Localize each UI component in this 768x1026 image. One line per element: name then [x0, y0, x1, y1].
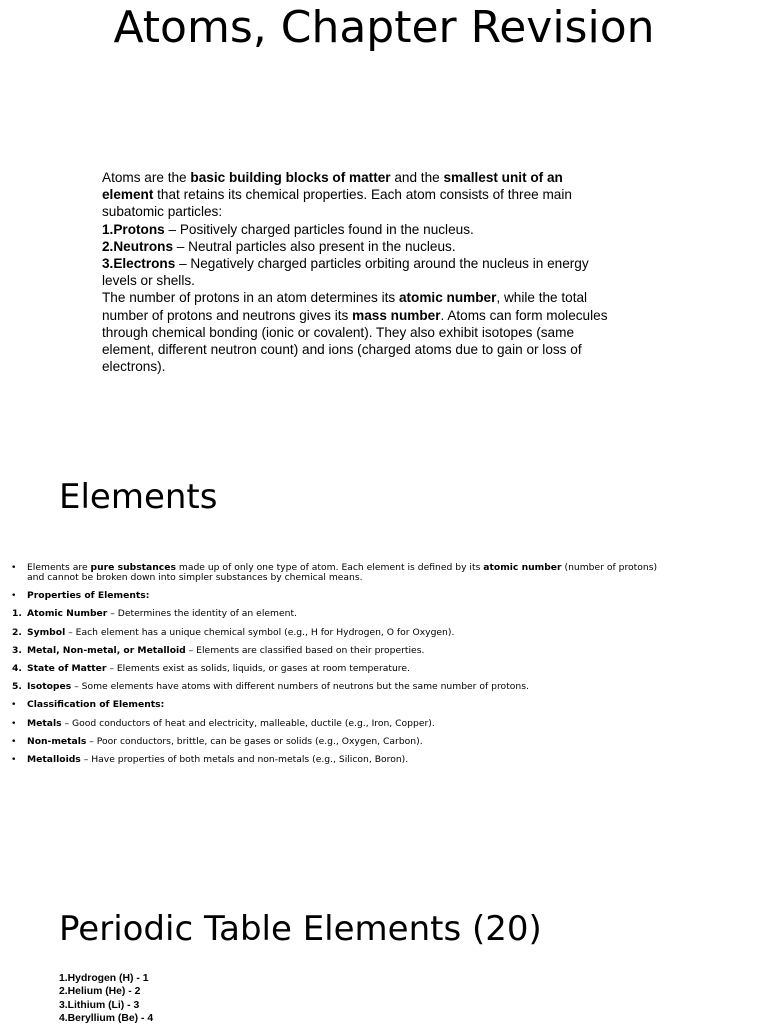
- page-title: Atoms, Chapter Revision: [113, 2, 655, 53]
- periodic-table-heading: Periodic Table Elements (20): [59, 909, 542, 949]
- list-item: 2. Symbol – Each element has a unique chemical symbol (e.g., H for Hydrogen, O for Oxygen).: [12, 626, 455, 638]
- key-term: smallest unit of an element: [102, 170, 563, 203]
- bullet-icon: •: [11, 753, 17, 765]
- particle-item: 1.Protons – Positively charged particles found in the nucleus.: [102, 221, 474, 237]
- list-item: • Non-metals – Poor conductors, brittle, can be gases or solids (e.g., Oxygen, Carbon).: [11, 735, 423, 747]
- bullet-icon: •: [11, 735, 17, 747]
- intro-summary: The number of protons in an atom determines its atomic number, while the total number of protons and neutrons gives its mass number. Atoms can form molecules through chemical bonding (ionic or covalent). They also exhibit isotopes (same element, different neutron count) and ions (charged atoms due to gain or loss of electrons).: [102, 290, 608, 375]
- list-item: 4.Beryllium (Be) - 4: [59, 1013, 154, 1025]
- intro-definition: Atoms are the basic building blocks of matter and the smallest unit of an element that retains its chemical properties. Each atom consists of three main subatomic particles:: [102, 170, 572, 220]
- bullet-icon: •: [11, 562, 17, 573]
- list-item: 3.Lithium (Li) - 3: [59, 999, 140, 1011]
- list-item: • Metals – Good conductors of heat and electricity, malleable, ductile (e.g., Iron, Copper).: [11, 717, 435, 729]
- list-item: [0, 700, 660, 710]
- periodic-table-list: [59, 972, 153, 1026]
- list-item: 2.Helium (He) - 2: [59, 986, 141, 998]
- key-term: basic building blocks of matter: [190, 170, 391, 185]
- elements-heading: Elements: [59, 477, 218, 517]
- intro-paragraph: [102, 169, 612, 375]
- list-item: 3. Metal, Non-metal, or Metalloid – Elements are classified based on their properties.: [12, 644, 425, 656]
- list-item: 5. Isotopes – Some elements have atoms with different numbers of neutrons but the same number of protons.: [12, 681, 529, 693]
- bullet-icon: •: [11, 699, 17, 711]
- list-item: • Elements are pure substances made up of only one type of atom. Each element is defined by its atomic number (number of protons) and cannot be broken down into simpler substances by chemical means.: [11, 562, 658, 583]
- particle-item: 3.Electrons – Negatively charged particles orbiting around the nucleus in energy levels or shells.: [102, 256, 589, 289]
- key-term: atomic number: [398, 290, 497, 306]
- particle-item: 2.Neutrons – Neutral particles also present in the nucleus.: [102, 238, 456, 254]
- properties-heading: Properties of Elements:: [27, 590, 150, 602]
- elements-list: [0, 563, 660, 773]
- list-item: 1.Hydrogen (H) - 1: [59, 973, 149, 984]
- list-item: 1. Atomic Number – Determines the identity of an element.: [12, 608, 297, 620]
- list-item: • Metalloids – Have properties of both metals and non-metals (e.g., Silicon, Boron).: [11, 753, 409, 765]
- classification-heading: Classification of Elements:: [27, 699, 165, 711]
- list-item: 4. State of Matter – Elements exist as solids, liquids, or gases at room temperature.: [12, 662, 410, 674]
- key-term: mass number: [352, 307, 441, 323]
- bullet-icon: •: [11, 717, 17, 729]
- list-item: [0, 591, 660, 601]
- bullet-icon: •: [11, 590, 17, 602]
